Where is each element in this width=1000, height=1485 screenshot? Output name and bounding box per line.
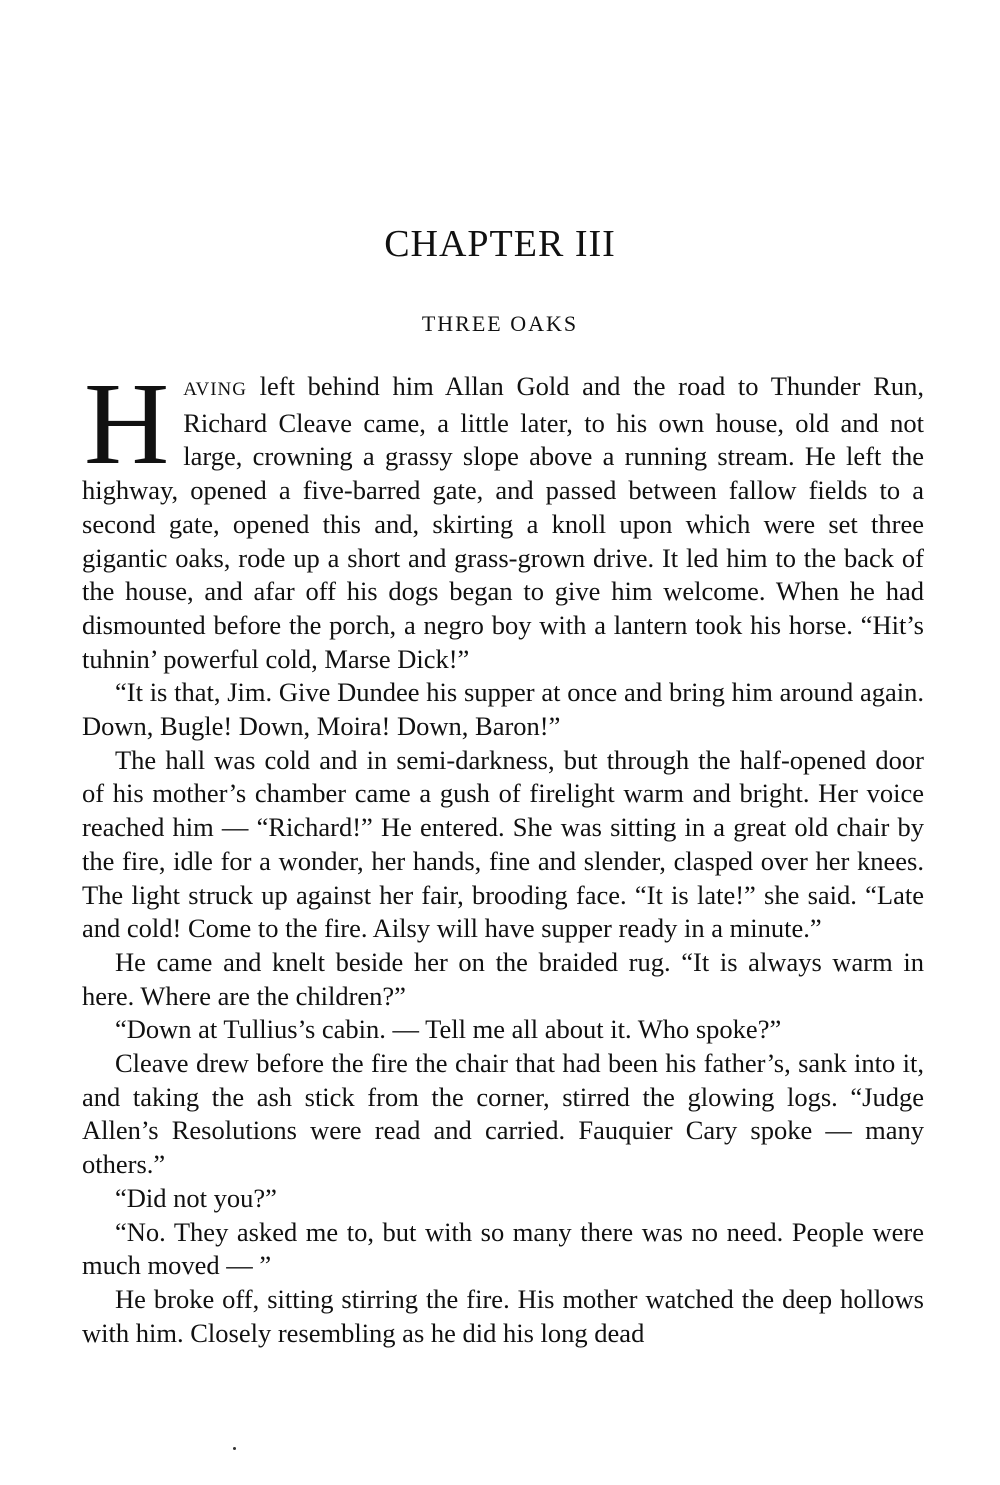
paragraph: He came and knelt beside her on the braided rug. “It is always warm in here. Where are the children?” [82,946,924,1011]
drop-cap: H [84,358,170,489]
chapter-body [82,358,924,1350]
paragraph: “Did not you?” [115,1182,277,1213]
opening-paragraph [82,358,924,676]
paragraph: “No. They asked me to, but with so many there was no need. People were much moved — ” [82,1216,924,1281]
paragraph: “It is that, Jim. Give Dundee his supper at once and bring him around again. Down, Bugle! Down, Moira! Down, Baron!” [82,677,924,742]
chapter-subtitle: THREE OAKS [421,311,579,336]
opening-text: left behind him Allan Gold and the road to Thunder Run, Richard Cleave came, a little later, to his own house, old and not large, crowning a grassy slope above a running stream. He left the highway, opened a five-barred gate, and passed between fallow fields to a second gate, opened this and, skirting a knoll upon which were set three gigantic oaks, rode up a short and grass-grown drive. It led him to the back of the house, and afar off his dogs began to give him welcome. When he had dismounted before the porch, a negro boy with a lantern took his horse. “Hit’s tuhnin’ powerful cold, Marse Dick!” [82,371,924,674]
paragraph: The hall was cold and in semi-darkness, but through the half-opened door of his mother’s chamber came a gush of firelight warm and bright. Her voice reached him — “Richard!” He entered. She was sitting in a great old chair by the fire, idle for a wonder, her hands, fine and slender, clasped over her knees. The light struck up against her fair, brooding face. “It is late!” she said. “Late and cold! Come to the fire. Ailsy will have supper ready in a minute.” [82,744,924,944]
paragraph: “Down at Tullius’s cabin. — Tell me all about it. Who spoke?” [115,1014,782,1045]
paragraph: He broke off, sitting stirring the fire. His mother watched the deep hollows with him. Closely resembling as he did his long dead [82,1283,924,1348]
chapter-title: CHAPTER III [384,223,616,265]
print-speck [233,1447,236,1450]
paragraph: Cleave drew before the fire the chair that had been his father’s, sank into it, and taking the ash stick from the corner, stirred the glowing logs. “Judge Allen’s Resolutions were read and carried. Fauquier Cary spoke — many others.” [82,1048,924,1180]
opening-small-caps: AVING [183,379,247,400]
